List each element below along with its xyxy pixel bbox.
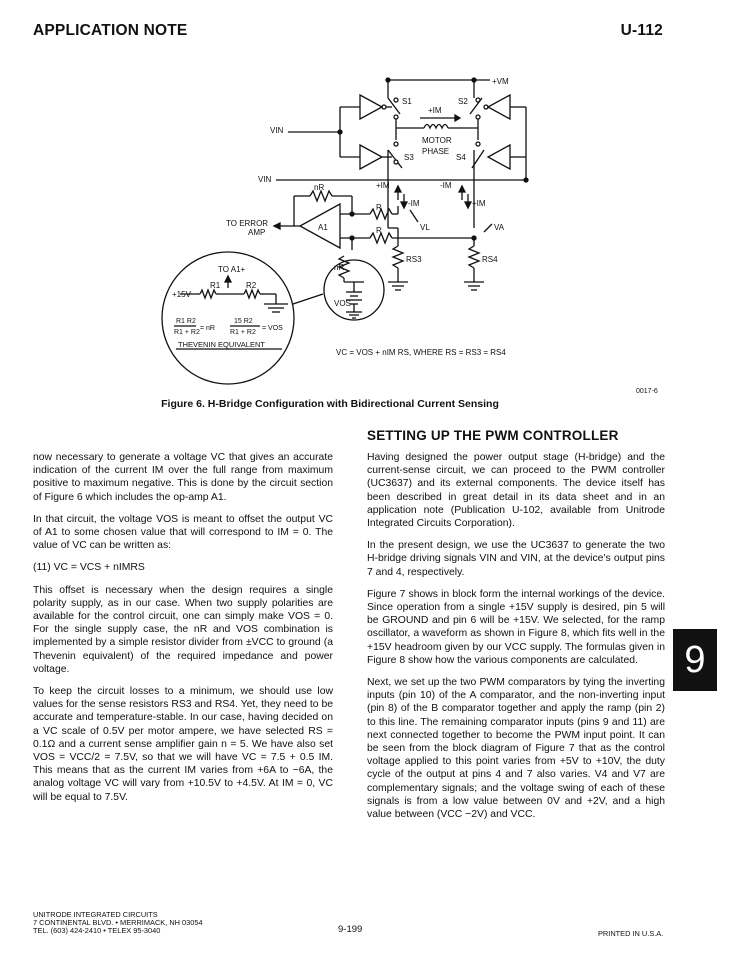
equation-11: (11) VC = VCS + nIMRS bbox=[33, 562, 145, 574]
paragraph: Next, we set up the two PWM comparators by tying the inverting inputs (pin 10) of the A comparator, and the non-inverting input (pin 8) of the B comparator together and apply the ramp (pin 2) to this line. The remaining comparator inputs (pins 9 and 11) are next connected together to become the PWM input point. It can be seen from the block diagram of Figure 7 that as the control voltage applied to this point varies from +5V to +10V, the duty cycle of the output at pins 4 and 7 also varies. V4 and V7 are complementary signals; and the voltage swing of each of these signals is from a low value between 0V and +2V, and a high value between (VCC −2V) and VCC. bbox=[367, 677, 665, 821]
motor-label: MOTOR bbox=[422, 136, 452, 145]
paragraph: To keep the circuit losses to a minimum, we should use low values for the sense resistors RS3 and RS4. Yet, they need to be accurate and temperature-stable. In our case, having decided on a VC scale of 0.5V per motor ampere, we have selected RS = 0.1Ω and a current sense amplifier gain n = 5. We have also set VOS = VCC/2 = 7.5V, so that we will have VC = 7.5 + 0.5 IM. This means that as the current IM varies from +6A to −6A, the analog voltage VC will vary from +10.5V to +4.5V. At IM = 0, VC will be equal to 7.5V. bbox=[33, 686, 333, 803]
fraction2-num: 15 R2 bbox=[234, 318, 253, 325]
minus-im-label-a: -IM bbox=[408, 199, 420, 208]
phase-label: PHASE bbox=[422, 147, 450, 156]
rs3-label: RS3 bbox=[406, 255, 422, 264]
va-label: VA bbox=[494, 223, 505, 232]
footer-phone: TEL. (603) 424-2410 • TELEX 95-3040 bbox=[33, 926, 161, 935]
s1-label: S1 bbox=[402, 97, 412, 106]
s4-label: S4 bbox=[456, 153, 466, 162]
header-doc-number: U-112 bbox=[620, 22, 663, 39]
s2-label: S2 bbox=[458, 97, 468, 106]
paragraph: Having designed the power output stage (H-bridge) and the current-sense circuit, we can proceed to the PWM controller (UC3637) and its external components. The device itself has been described in great detail in its data sheet and in an application note (Publication U-102, available from Unitrode Integrated Circuits Corporation). bbox=[367, 452, 665, 530]
thevenin-r2-label: R2 bbox=[246, 281, 257, 290]
section-heading: SETTING UP THE PWM CONTROLLER bbox=[367, 428, 619, 443]
paragraph: Figure 7 shows in block form the internal workings of the device. Since operation from a single +15V supply is desired, pin 5 will be GROUND and pin 6 will be +15V. We selected, for the ramp oscillator, a waveform as shown in Figure 8, which fits well in the +15V headroom given by our VCC supply. The formulas given in Figure 8 show how the various components are calculated. bbox=[367, 588, 665, 666]
eq-vos: = VOS bbox=[262, 325, 283, 332]
eq-nr: = nR bbox=[200, 325, 215, 332]
paragraph: In the present design, we use the UC3637 to generate the two H-bridge driving signals VIN and VIN, at the device's output pins 7 and 4, respectively. bbox=[367, 540, 665, 578]
paragraph: This offset is necessary when the design requires a single polarity supply, as in our case. When two supply polarities are available for the control circuit, one can simply make VOS = 0. For the single supply case, the nR and VOS combination is implemented by a simple resistor divider from ±VCC to ground (a Thevenin equivalent) of the required impedance and power voltage. bbox=[33, 584, 333, 675]
minus-im-label-b: -IM bbox=[440, 181, 452, 190]
fraction1-num: R1 R2 bbox=[176, 318, 196, 325]
vm-label: +VM bbox=[492, 77, 509, 86]
figure-number: 0017-6 bbox=[636, 388, 658, 395]
figure-caption: Figure 6. H-Bridge Configuration with Bidirectional Current Sensing bbox=[161, 398, 499, 410]
right-column bbox=[367, 451, 665, 830]
r2-label: R bbox=[376, 226, 382, 235]
footer-company: UNITRODE INTEGRATED CIRCUITS bbox=[33, 910, 158, 919]
paragraph: now necessary to generate a voltage VC that gives an accurate indication of the current IM over the full range from maximum positive to maximum negative. This is done by the circuit section of Figure 6 which includes the op-amp A1. bbox=[33, 452, 333, 503]
vos-label: VOS bbox=[334, 299, 351, 308]
to-a1-label: TO A1+ bbox=[218, 265, 246, 274]
fraction1-den: R1 + R2 bbox=[174, 329, 200, 336]
header-title: APPLICATION NOTE bbox=[33, 22, 188, 39]
paragraph: In that circuit, the voltage VOS is meant to offset the output VC of A1 to some chosen value that will correspond to IM = 0. The value of VC can be written as: bbox=[33, 513, 333, 552]
footer-address bbox=[33, 911, 203, 935]
vl-label: VL bbox=[420, 223, 430, 232]
footer-street: 7 CONTINENTAL BLVD. • MERRIMACK, NH 03054 bbox=[33, 918, 203, 927]
vin-label: VIN bbox=[270, 126, 284, 135]
plus-im-label-a: +IM bbox=[376, 181, 390, 190]
rs4-label: RS4 bbox=[482, 255, 498, 264]
im-top-label: +IM bbox=[428, 106, 442, 115]
printed-in: PRINTED IN U.S.A. bbox=[598, 929, 664, 938]
v15-label: +15V bbox=[172, 290, 191, 299]
fraction2-den: R1 + R2 bbox=[230, 329, 256, 336]
figure-equation: VC = VOS + nIM RS, WHERE RS = RS3 = RS4 bbox=[336, 348, 506, 357]
r1-label: R bbox=[376, 203, 382, 212]
plus-im-label-b: +IM bbox=[472, 199, 486, 208]
left-column bbox=[33, 451, 333, 813]
a1-label: A1 bbox=[318, 223, 328, 232]
s3-label: S3 bbox=[404, 153, 414, 162]
error-amp-label-1: TO ERROR bbox=[226, 219, 269, 228]
section-tab: 9 bbox=[673, 629, 717, 691]
page-number: 9-199 bbox=[338, 924, 363, 935]
error-amp-label-2: AMP bbox=[248, 228, 266, 237]
nr-label: nR bbox=[314, 183, 325, 192]
thevenin-label: THEVENIN EQUIVALENT bbox=[178, 340, 265, 349]
vin-bar-label: VIN bbox=[258, 175, 272, 184]
h-bridge-circuit-diagram bbox=[0, 0, 729, 400]
nr2-label: nR bbox=[334, 263, 345, 272]
thevenin-r1-label: R1 bbox=[210, 281, 221, 290]
